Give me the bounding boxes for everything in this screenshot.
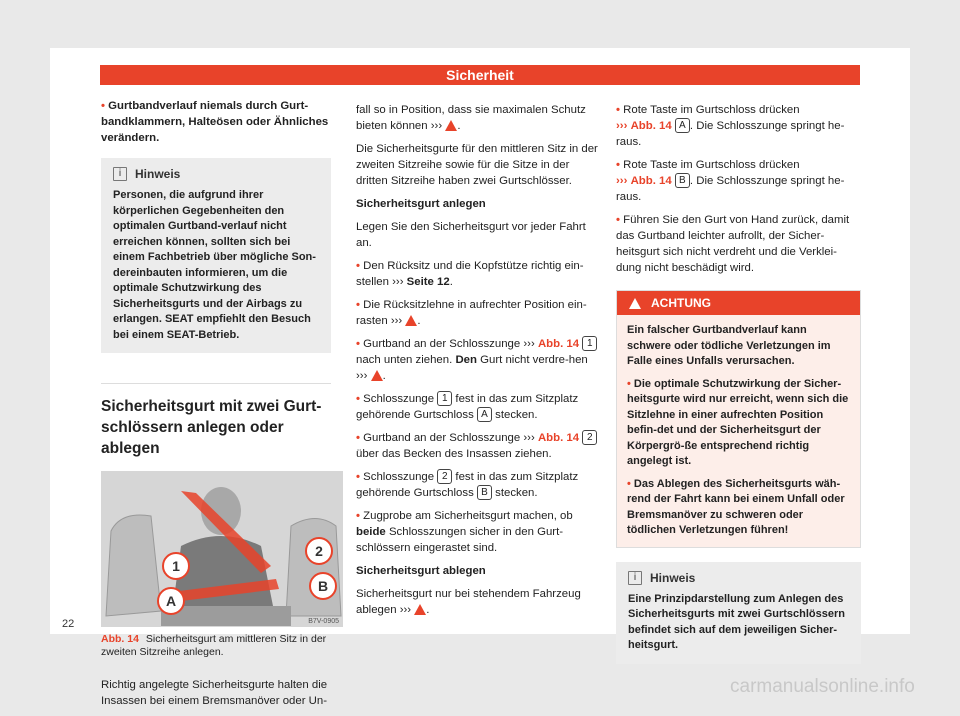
release-step-1: • Rote Taste im Gurtschloss drücken ››› Abb. 14 A . Die Schlosszunge springt he-raus.	[616, 102, 861, 150]
warning-body: Ein falscher Gurtbandverlauf kann schwere oder tödliche Verletzungen im Falle eines Unfalls verursachen. • Die optimale Schutzwirkung der Sicher-heitsgurte wird nur erreicht, wenn sich die Sitzlehne in einer aufrechten Position befin-det und der Sicherheitsgurt der Körpergrö-ße entsprechend richtig angelegt ist. • Das Ablegen des Sicherheitsgurts wäh-rend der Fahrt kann bei einem Unfall oder Bremsmanöver zu schweren oder tödlichen Verletzungen führen!	[617, 315, 860, 547]
note-title: Hinweis	[135, 167, 181, 181]
warning-icon	[405, 315, 417, 326]
column-3	[616, 102, 861, 664]
column-1	[101, 98, 339, 716]
caption-ref: Abb. 14	[101, 633, 139, 645]
step-4: • Schlosszunge 1 fest in das zum Sitzplatz gehörende Gurtschloss A stecken.	[356, 391, 602, 423]
figure-ref-link[interactable]: Abb. 14	[630, 120, 672, 132]
page-header: Sicherheit	[100, 65, 860, 85]
note-body: Personen, die aufgrund ihrer körperlichen Gegebenheiten den optimalen Gurtband-verlauf nicht erreichen können, sollten sich bei einem Fachbetrieb über mögliche Son-dereinbauten informieren, um die optimale Schutzwirkung des Sicherheitsgurts und der Airbags zu erlangen. SEAT empfiehlt den Besuch bei einem SEAT-Betrieb.	[113, 189, 316, 341]
note-box-2	[616, 562, 861, 664]
figure-seatbelt	[101, 471, 343, 627]
warning-title: ACHTUNG	[651, 296, 711, 310]
label-badge: A	[675, 118, 690, 133]
release-step-2: • Rote Taste im Gurtschloss drücken ››› Abb. 14 B . Die Schlosszunge springt he-raus.	[616, 157, 861, 205]
warning-icon	[371, 370, 383, 381]
seatbelt-illustration	[101, 471, 343, 627]
fig-label-2: 2	[315, 543, 323, 559]
sub1-intro: Legen Sie den Sicherheitsgurt vor jeder Fahrt an.	[356, 221, 586, 249]
step-7: • Zugprobe am Sicherheitsgurt machen, ob beide Schlosszungen sicher in den Gurt-schlössern eingerastet sind.	[356, 508, 602, 556]
warning-icon	[414, 604, 426, 615]
subheading-ablegen: Sicherheitsgurt ablegen	[356, 565, 486, 577]
fig-label-1: 1	[172, 558, 180, 574]
caption-text: Sicherheitsgurt am mittleren Sitz in der zweiten Sitzreihe anlegen.	[101, 633, 327, 658]
label-badge: 2	[582, 430, 597, 445]
figure-caption	[101, 633, 331, 659]
note-box-1	[101, 158, 331, 353]
para-2: Die Sicherheitsgurte für den mittleren Sitz in der zweiten Sitzreihe sowie für die Sitze in der dritten Sitzreihe haben zwei Gurtschlösser.	[356, 143, 598, 187]
para-cont: fall so in Position, dass sie maximalen Schutz bieten können ››› .	[356, 104, 586, 132]
label-badge: B	[675, 173, 690, 188]
figure-ref-link[interactable]: Abb. 14	[630, 175, 672, 187]
warning-icon	[445, 120, 457, 131]
label-badge: B	[477, 485, 492, 500]
page-number: 22	[62, 618, 75, 630]
label-badge: A	[477, 407, 492, 422]
page-ref-link[interactable]: Seite 12	[406, 276, 450, 288]
note-header	[113, 166, 321, 182]
fig-label-a: A	[165, 593, 177, 609]
note-title: Hinweis	[650, 570, 696, 585]
warning-header	[617, 291, 860, 315]
label-badge: 2	[437, 469, 452, 484]
fig-label-b: B	[317, 578, 329, 594]
step-3: • Gurtband an der Schlosszunge ››› Abb. 14 1 nach unten ziehen. Den Gurt nicht verdre-hen ››› .	[356, 336, 602, 384]
release-step-3: • Führen Sie den Gurt von Hand zurück, damit das Gurtband leichter aufrollt, der Sicher-heitsgurt sich nicht verdreht und die Verklei-dung nicht beschädigt wird.	[616, 212, 861, 276]
info-icon: i	[113, 167, 127, 181]
label-badge: 1	[437, 391, 452, 406]
fig-code: B7V-0905	[308, 618, 339, 625]
paragraph-start: Richtig angelegte Sicherheitsgurte halten die Insassen bei einem Bremsmanöver oder Un-	[101, 679, 328, 707]
subheading-anlegen: Sicherheitsgurt anlegen	[356, 198, 486, 210]
section-heading: Sicherheitsgurt mit zwei Gurt-schlössern anlegen oder ablegen	[101, 383, 331, 459]
label-badge: 1	[582, 336, 597, 351]
info-icon: i	[628, 571, 642, 585]
note-body: Eine Prinzipdarstellung zum Anlegen des Sicherheitsgurts mit zwei Gurtschlössern befindet sich auf dem jeweiligen Sicher-heitsgurt.	[628, 592, 846, 651]
intro-bullet: • Gurtbandverlauf niemals durch Gurt-bandklammern, Halteösen oder Ähnliches verändern.	[101, 98, 331, 146]
sub2-text: Sicherheitsgurt nur bei stehendem Fahrzeug ablegen ››› .	[356, 588, 581, 616]
step-1: • Den Rücksitz und die Kopfstütze richtig ein-stellen ››› Seite 12.	[356, 258, 602, 290]
note-header	[628, 570, 851, 586]
step-2: • Die Rücksitzlehne in aufrechter Position ein-rasten ››› .	[356, 297, 602, 329]
step-6: • Schlosszunge 2 fest in das zum Sitzplatz gehörende Gurtschloss B stecken.	[356, 469, 602, 501]
step-5: • Gurtband an der Schlosszunge ››› Abb. 14 2 über das Becken des Insassen ziehen.	[356, 430, 602, 462]
figure-ref-link[interactable]: Abb. 14	[537, 432, 580, 444]
warning-box	[616, 290, 861, 548]
figure-ref-link[interactable]: Abb. 14	[537, 338, 580, 350]
warning-icon	[629, 298, 641, 309]
column-2	[356, 102, 602, 625]
watermark: carmanualsonline.info	[730, 676, 915, 697]
